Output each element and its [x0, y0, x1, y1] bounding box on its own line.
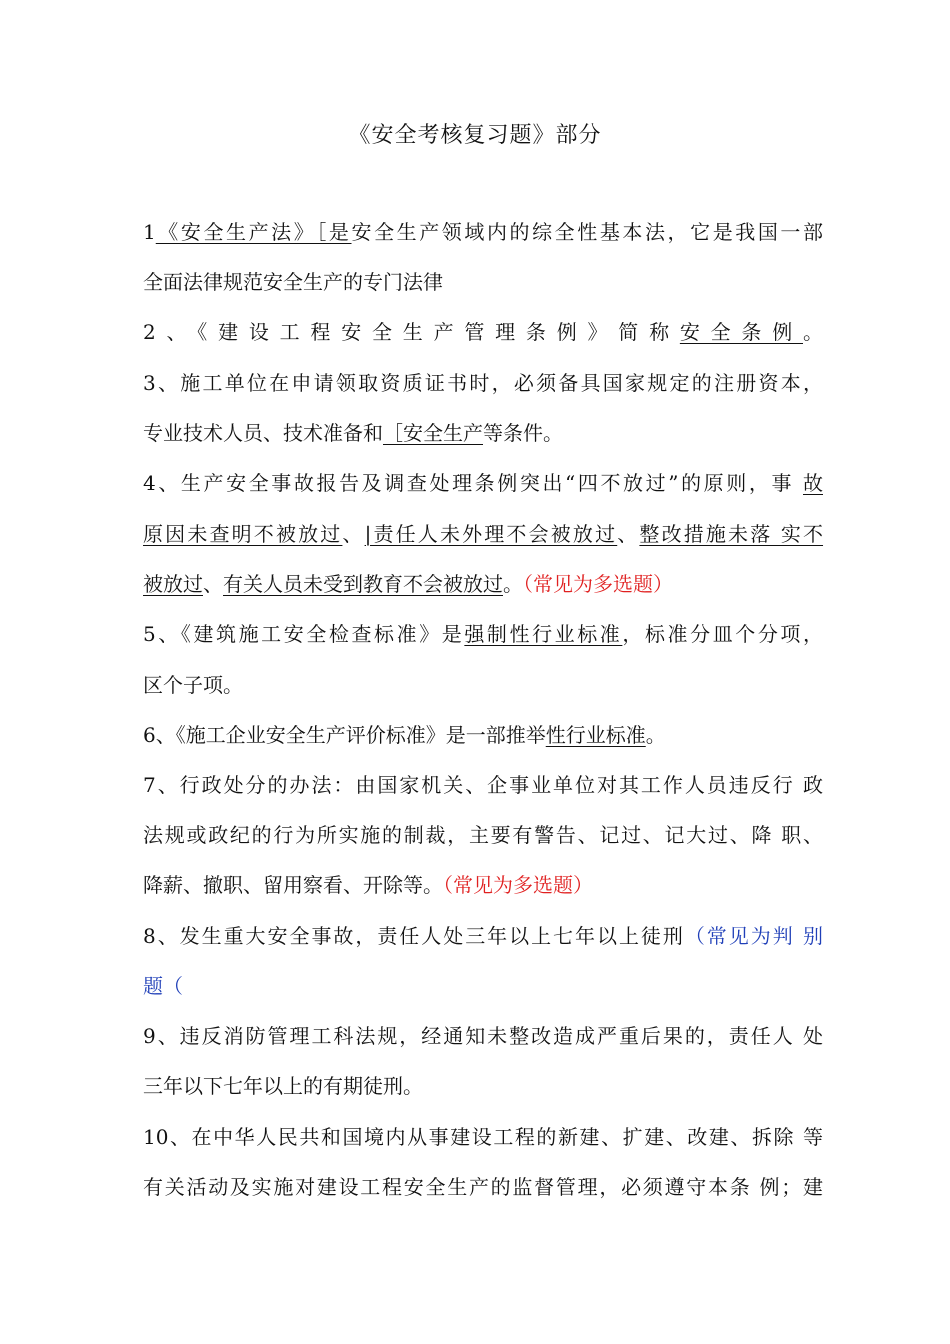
true-false-note: 题（ [143, 974, 183, 998]
document-title: 《安全考核复习题》部分 [348, 123, 602, 148]
text-line [143, 569, 823, 599]
underlined-answer: 《安全生产法》［是 [155, 220, 352, 244]
underlined-answer: ［安全生产 [383, 421, 483, 445]
text-segment: 6、《施工企业安全生产评价标准》是一部推举 [143, 723, 546, 747]
text-line [143, 1021, 823, 1051]
text-segment: 安全生产领域内的综全性基本法，它是我国一部 [351, 220, 824, 244]
text-segment: 。 [645, 723, 666, 747]
text-line [143, 217, 823, 247]
text-line [143, 971, 823, 1001]
underlined-answer: 整改措施未落 实不 [639, 522, 824, 546]
text-line [143, 670, 823, 700]
text-line [143, 468, 823, 498]
text-line [143, 720, 823, 750]
underlined-answer: 原因未查明不被放过 [143, 522, 343, 546]
text-line [143, 619, 823, 649]
text-segment: 、 [203, 572, 223, 596]
text-segment: 7、行政处分的办法：由国家机关、企事业单位对其工作人员违反行 政 [143, 773, 823, 797]
text-segment: 8、发生重大安全事故，责任人处三年以上七年以上徒刑 [143, 924, 685, 948]
true-false-note: （常见为判 别 [684, 924, 823, 948]
text-line [143, 1071, 823, 1101]
text-line [143, 368, 823, 398]
text-segment: 10、在中华人民共和国境内从事建设工程的新建、扩建、改建、拆除 等 [143, 1125, 823, 1149]
multiple-choice-note: （常见为多选题） [523, 572, 673, 596]
text-segment: 。 [803, 320, 823, 344]
text-segment: 三年以下七年以上的有期徒刑。 [143, 1074, 423, 1098]
underlined-answer: 被放过 [143, 572, 203, 596]
underlined-answer: 有关人员未受到教育不会被放过 [223, 572, 503, 596]
text-line [143, 418, 823, 448]
text-segment: 法规或政纪的行为所实施的制裁，主要有警告、记过、记大过、降 职、 [143, 823, 823, 847]
text-segment: 4、生产安全事故报告及调查处理条例突出“四不放过”的原则，事 [143, 471, 803, 495]
text-segment: 9、违反消防管理工科法规，经通知未整改造成严重后果的，责任人 处 [143, 1024, 823, 1048]
text-segment: 专业技术人员、技术准备和 [143, 421, 383, 445]
underlined-answer: 强制性行业标准 [464, 622, 623, 646]
text-segment: 5、《建筑施工安全检查标准》是 [143, 622, 465, 646]
text-segment: 3、施工单位在申请领取资质证书时，必须备具国家规定的注册资本， [143, 371, 823, 395]
text-line [143, 770, 823, 800]
text-segment: 。 [503, 572, 523, 596]
text-segment: 、 [617, 522, 640, 546]
text-line [143, 267, 823, 297]
text-line [143, 1172, 823, 1202]
text-line [143, 820, 823, 850]
text-segment: ，标准分皿个分项， [622, 622, 823, 646]
text-line [143, 519, 823, 549]
text-segment: 有关活动及实施对建设工程安全生产的监督管理，必须遵守本条 例；建 [143, 1175, 823, 1199]
text-line [143, 870, 823, 900]
text-segment: 区个子项。 [143, 673, 243, 697]
text-segment: 等条件。 [483, 421, 563, 445]
text-segment: 1 [143, 220, 156, 244]
text-line [143, 317, 823, 347]
text-segment: 、 [342, 522, 365, 546]
underlined-answer: |责任人未外理不会被放过 [364, 522, 618, 546]
underlined-answer: 故 [803, 471, 823, 495]
text-segment: 2、《建设工程安全生产管理条例》简称 [143, 320, 680, 344]
text-line [143, 921, 823, 951]
text-segment: 降薪、撤职、留用察看、开除等。 [143, 873, 443, 897]
text-line [143, 1122, 823, 1152]
text-segment: 全面法律规范安全生产的专门法律 [143, 270, 443, 294]
multiple-choice-note: （常见为多选题） [443, 873, 593, 897]
underlined-answer: 安全条例 [679, 320, 803, 344]
underlined-answer: 性行业标准 [545, 723, 646, 747]
